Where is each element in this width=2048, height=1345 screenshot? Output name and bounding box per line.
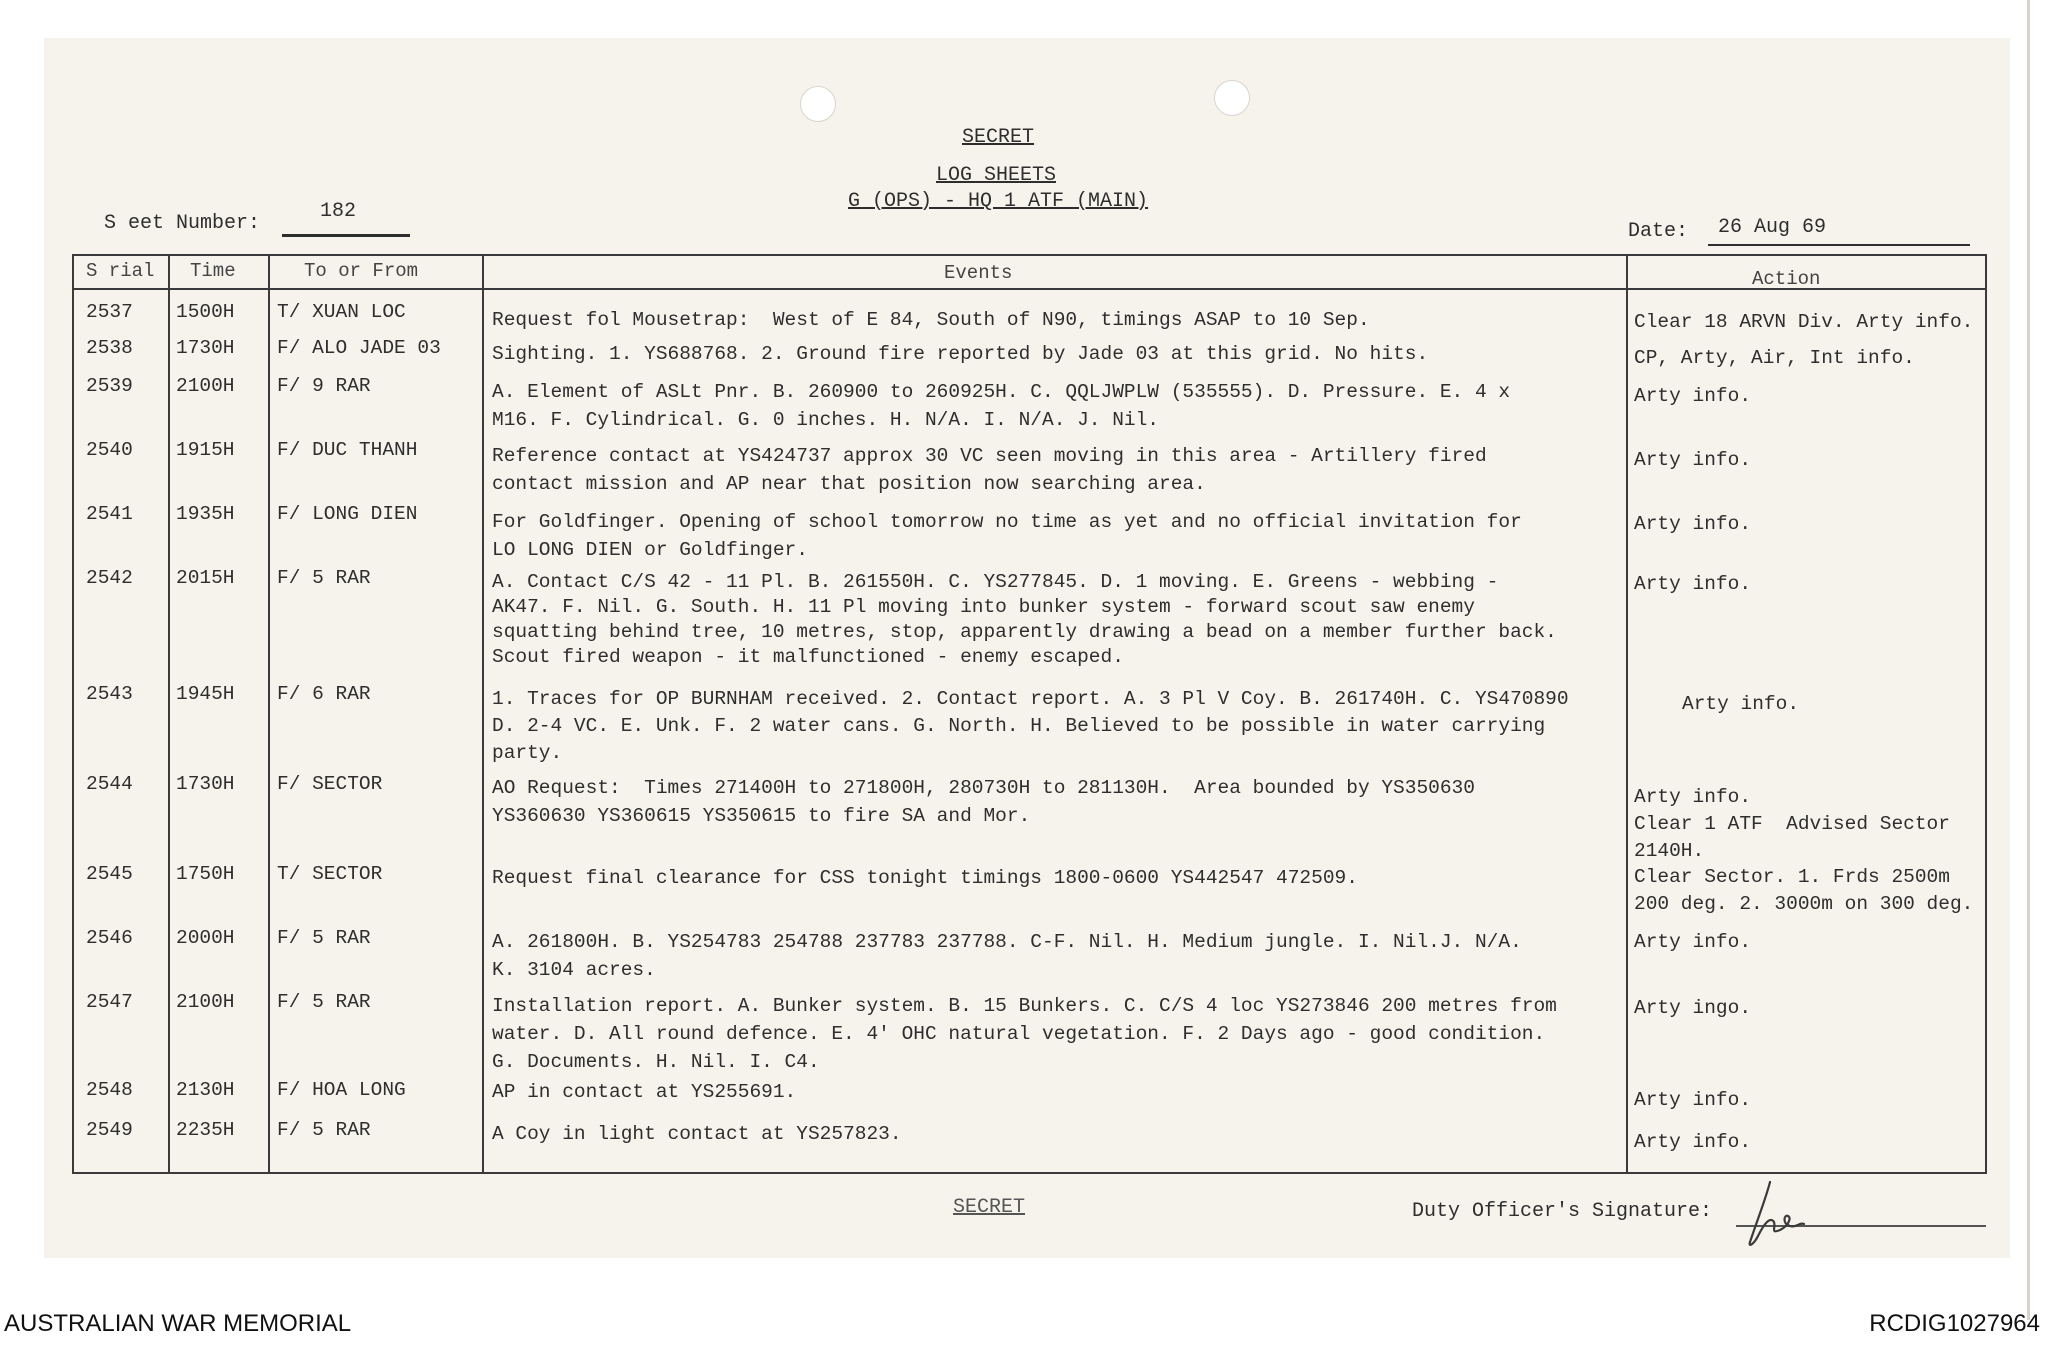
entry-serial: 2540 [86, 439, 133, 461]
entry-to-or-from: F/ 5 RAR [277, 567, 371, 589]
entry-events: Request fol Mousetrap: West of E 84, South of N90, timings ASAP to 10 Sep. [492, 309, 1370, 331]
page-edge [2027, 0, 2030, 1320]
entry-to-or-from: F/ 6 RAR [277, 683, 371, 705]
entry-serial: 2549 [86, 1119, 133, 1141]
entry-time: 1730H [176, 773, 235, 795]
entry-time: 1750H [176, 863, 235, 885]
entry-events: For Goldfinger. Opening of school tomorrow no time as yet and no official invitation for LO LONG DIEN or Goldfinger. [492, 511, 1522, 561]
entry-serial: 2544 [86, 773, 133, 795]
entry-serial: 2546 [86, 927, 133, 949]
entry-to-or-from: F/ 5 RAR [277, 991, 371, 1013]
entry-action: Arty info. [1682, 693, 1800, 715]
entry-time: 2130H [176, 1079, 235, 1101]
entry-events: Installation report. A. Bunker system. B. 15 Bunkers. C. C/S 4 loc YS273846 200 metres from water. D. All round defence. E. 4' OHC natural vegetation. F. 2 Days ago - good condition. G. Documents. H. Nil. I. C4. [492, 995, 1557, 1073]
sheet-number-label: S eet Number: [104, 212, 261, 235]
entry-serial: 2543 [86, 683, 133, 705]
entry-serial: 2542 [86, 567, 133, 589]
entry-action: Arty info. Clear 1 ATF Advised Sector 2140H. [1634, 786, 1950, 862]
entry-to-or-from: F/ SECTOR [277, 773, 383, 795]
entry-serial: 2541 [86, 503, 133, 525]
classification-header: SECRET [962, 126, 1035, 149]
entry-time: 1500H [176, 301, 235, 323]
handwritten-signature [1740, 1178, 1820, 1254]
entry-action: Arty info. [1634, 1089, 1752, 1111]
entry-action: Clear Sector. 1. Frds 2500m 200 deg. 2. 3000m on 300 deg. [1634, 866, 1974, 915]
entry-time: 2100H [176, 375, 235, 397]
entry-serial: 2548 [86, 1079, 133, 1101]
entry-serial: 2545 [86, 863, 133, 885]
entry-serial: 2537 [86, 301, 133, 323]
entry-action: Arty info. [1634, 931, 1752, 953]
entry-events: 1. Traces for OP BURNHAM received. 2. Contact report. A. 3 Pl V Coy. B. 261740H. C. YS470890 D. 2-4 VC. E. Unk. F. 2 water cans. G. North. H. Believed to be possible in water carrying party. [492, 688, 1569, 764]
entry-action: Arty info. [1634, 385, 1752, 407]
entry-action: Arty info. [1634, 1131, 1752, 1153]
header-divider [72, 288, 1987, 290]
entry-action: Arty info. [1634, 513, 1752, 535]
document-subtitle: G (OPS) - HQ 1 ATF (MAIN) [848, 190, 1149, 213]
entry-to-or-from: F/ LONG DIEN [277, 503, 418, 525]
entry-time: 2015H [176, 567, 235, 589]
entry-time: 2000H [176, 927, 235, 949]
entry-serial: 2547 [86, 991, 133, 1013]
entry-time: 1915H [176, 439, 235, 461]
sheet-number-value: 182 [320, 200, 357, 223]
col-header-action: Action [1752, 268, 1821, 290]
entry-events: A. 261800H. B. YS254783 254788 237783 237788. C-F. Nil. H. Medium jungle. I. Nil.J. N/A. K. 3104 acres. [492, 931, 1522, 981]
entry-events: Reference contact at YS424737 approx 30 VC seen moving in this area - Artillery fired contact mission and AP near that position now searching area. [492, 445, 1487, 495]
entry-events: AP in contact at YS255691. [492, 1081, 797, 1103]
entry-action: Arty info. [1634, 449, 1752, 471]
entry-time: 1945H [176, 683, 235, 705]
col-header-to-or-from: To or From [304, 260, 419, 282]
entry-to-or-from: T/ XUAN LOC [277, 301, 406, 323]
punch-hole-left [800, 86, 836, 122]
col-header-serial: S rial [86, 260, 155, 282]
entry-to-or-from: F/ HOA LONG [277, 1079, 406, 1101]
entry-time: 2235H [176, 1119, 235, 1141]
date-label: Date: [1628, 220, 1689, 243]
log-table [72, 254, 1987, 1174]
entry-to-or-from: F/ DUC THANH [277, 439, 418, 461]
col-header-events: Events [944, 262, 1013, 284]
sheet-number-underline [282, 234, 410, 237]
entry-serial: 2538 [86, 337, 133, 359]
entry-to-or-from: T/ SECTOR [277, 863, 383, 885]
punch-hole-right [1214, 80, 1250, 116]
classification-footer: SECRET [953, 1196, 1026, 1219]
entry-events: Request final clearance for CSS tonight timings 1800-0600 YS442547 472509. [492, 867, 1358, 889]
date-value: 26 Aug 69 [1718, 216, 1827, 239]
entry-time: 2100H [176, 991, 235, 1013]
entry-to-or-from: F/ ALO JADE 03 [277, 337, 441, 359]
entry-to-or-from: F/ 5 RAR [277, 1119, 371, 1141]
col-divider-time [268, 254, 270, 1174]
entry-action: CP, Arty, Air, Int info. [1634, 347, 1915, 369]
entry-time: 1935H [176, 503, 235, 525]
entry-time: 1730H [176, 337, 235, 359]
entry-events: AO Request: Times 271400H to 271800H, 280730H to 281130H. Area bounded by YS350630 YS360630 YS360615 YS350615 to fire SA and Mor. [492, 777, 1475, 827]
entry-action: Arty info. [1634, 573, 1752, 595]
entry-action: Arty ingo. [1634, 997, 1752, 1019]
entry-events: Sighting. 1. YS688768. 2. Ground fire reported by Jade 03 at this grid. No hits. [492, 343, 1429, 365]
document-title: LOG SHEETS [936, 164, 1057, 187]
entry-action: Clear 18 ARVN Div. Arty info. [1634, 311, 1974, 333]
entry-serial: 2539 [86, 375, 133, 397]
entry-to-or-from: F/ 5 RAR [277, 927, 371, 949]
duty-officer-signature-label: Duty Officer's Signature: [1412, 1200, 1713, 1223]
archive-credit: AUSTRALIAN WAR MEMORIAL [4, 1310, 352, 1337]
entry-events: A. Contact C/S 42 - 11 Pl. B. 261550H. C. YS277845. D. 1 moving. E. Greens - webbing - AK47. F. Nil. G. South. H. 11 Pl moving into bunker system - forward scout saw enemy squatting behind tree, 10 metres, stop, apparently drawing a bead on a member further back. Scout fired weapon - it malfunctioned - enemy escaped. [492, 571, 1557, 668]
date-underline [1708, 244, 1970, 246]
entry-events: A. Element of ASLt Pnr. B. 260900 to 260925H. C. QQLJWPLW (535555). D. Pressure. E. 4 x M16. F. Cylindrical. G. 0 inches. H. N/A. I. N/A. J. Nil. [492, 381, 1511, 431]
entry-to-or-from: F/ 9 RAR [277, 375, 371, 397]
col-divider-serial [168, 254, 170, 1174]
entry-events: A Coy in light contact at YS257823. [492, 1123, 902, 1145]
col-header-time: Time [190, 260, 236, 282]
archive-reference: RCDIG1027964 [1869, 1310, 2040, 1337]
